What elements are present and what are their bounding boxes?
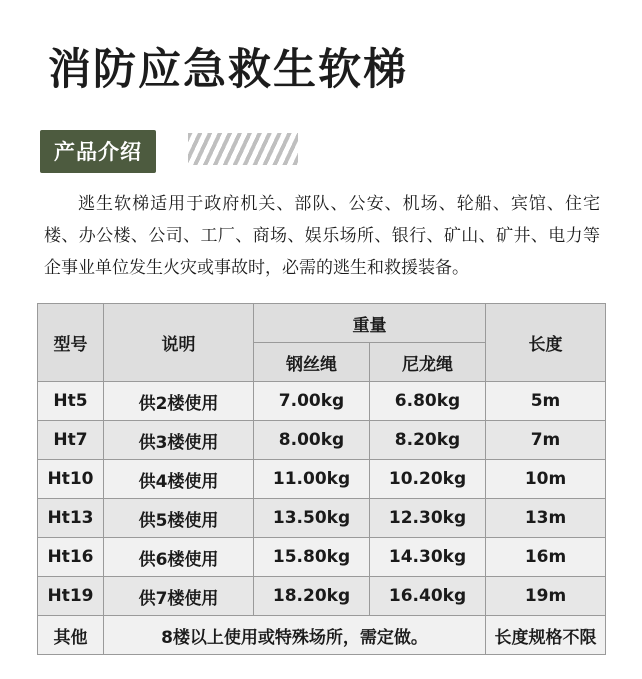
- cell-desc: 供5楼使用: [104, 499, 254, 538]
- cell-length: 13m: [486, 499, 606, 538]
- intro-paragraph: 逃生软梯适用于政府机关、部队、公安、机场、轮船、宾馆、住宅楼、办公楼、公司、工厂、商场、娱乐场所、银行、矿山、矿井、电力等企事业单位发生火灾或事故时，必需的逃生和救援装备。: [44, 194, 600, 278]
- cell-model-other: 其他: [38, 616, 104, 655]
- cell-desc-other: 8楼以上使用或特殊场所，需定做。: [104, 616, 486, 655]
- cell-length-other: 长度规格不限: [486, 616, 606, 655]
- cell-desc: 供6楼使用: [104, 538, 254, 577]
- cell-steel-weight: 15.80kg: [254, 538, 370, 577]
- cell-length: 19m: [486, 577, 606, 616]
- header-length: 长度: [486, 304, 606, 382]
- cell-nylon-weight: 6.80kg: [370, 382, 486, 421]
- spec-table-wrapper: [37, 303, 605, 655]
- cell-steel-weight: 8.00kg: [254, 421, 370, 460]
- header-steel-rope: 钢丝绳: [254, 343, 370, 382]
- cell-model: Ht16: [38, 538, 104, 577]
- cell-model: Ht13: [38, 499, 104, 538]
- table-row: [38, 421, 606, 460]
- table-row: [38, 538, 606, 577]
- page-title: 消防应急救生软梯: [48, 45, 408, 95]
- cell-desc: 供4楼使用: [104, 460, 254, 499]
- table-row: [38, 460, 606, 499]
- header-desc: 说明: [104, 304, 254, 382]
- table-row: [38, 382, 606, 421]
- cell-model: Ht7: [38, 421, 104, 460]
- cell-model: Ht5: [38, 382, 104, 421]
- spec-table-head: [38, 304, 606, 382]
- section-header-label: 产品介绍: [40, 130, 156, 173]
- cell-nylon-weight: 10.20kg: [370, 460, 486, 499]
- header-nylon-rope: 尼龙绳: [370, 343, 486, 382]
- cell-steel-weight: 11.00kg: [254, 460, 370, 499]
- cell-length: 5m: [486, 382, 606, 421]
- cell-length: 16m: [486, 538, 606, 577]
- spec-table: [37, 303, 606, 655]
- cell-desc: 供7楼使用: [104, 577, 254, 616]
- cell-model: Ht19: [38, 577, 104, 616]
- table-header-row-1: [38, 304, 606, 343]
- cell-steel-weight: 13.50kg: [254, 499, 370, 538]
- cell-nylon-weight: 12.30kg: [370, 499, 486, 538]
- table-row: [38, 577, 606, 616]
- cell-length: 7m: [486, 421, 606, 460]
- cell-steel-weight: 7.00kg: [254, 382, 370, 421]
- header-model: 型号: [38, 304, 104, 382]
- cell-desc: 供2楼使用: [104, 382, 254, 421]
- cell-nylon-weight: 8.20kg: [370, 421, 486, 460]
- cell-model: Ht10: [38, 460, 104, 499]
- cell-nylon-weight: 16.40kg: [370, 577, 486, 616]
- spec-table-body: [38, 382, 606, 655]
- cell-desc: 供3楼使用: [104, 421, 254, 460]
- header-weight: 重量: [254, 304, 486, 343]
- table-row: [38, 499, 606, 538]
- table-footer-row: [38, 616, 606, 655]
- section-header: [40, 130, 300, 170]
- cell-nylon-weight: 14.30kg: [370, 538, 486, 577]
- cell-steel-weight: 18.20kg: [254, 577, 370, 616]
- cell-length: 10m: [486, 460, 606, 499]
- diagonal-stripes-decoration: [188, 133, 298, 165]
